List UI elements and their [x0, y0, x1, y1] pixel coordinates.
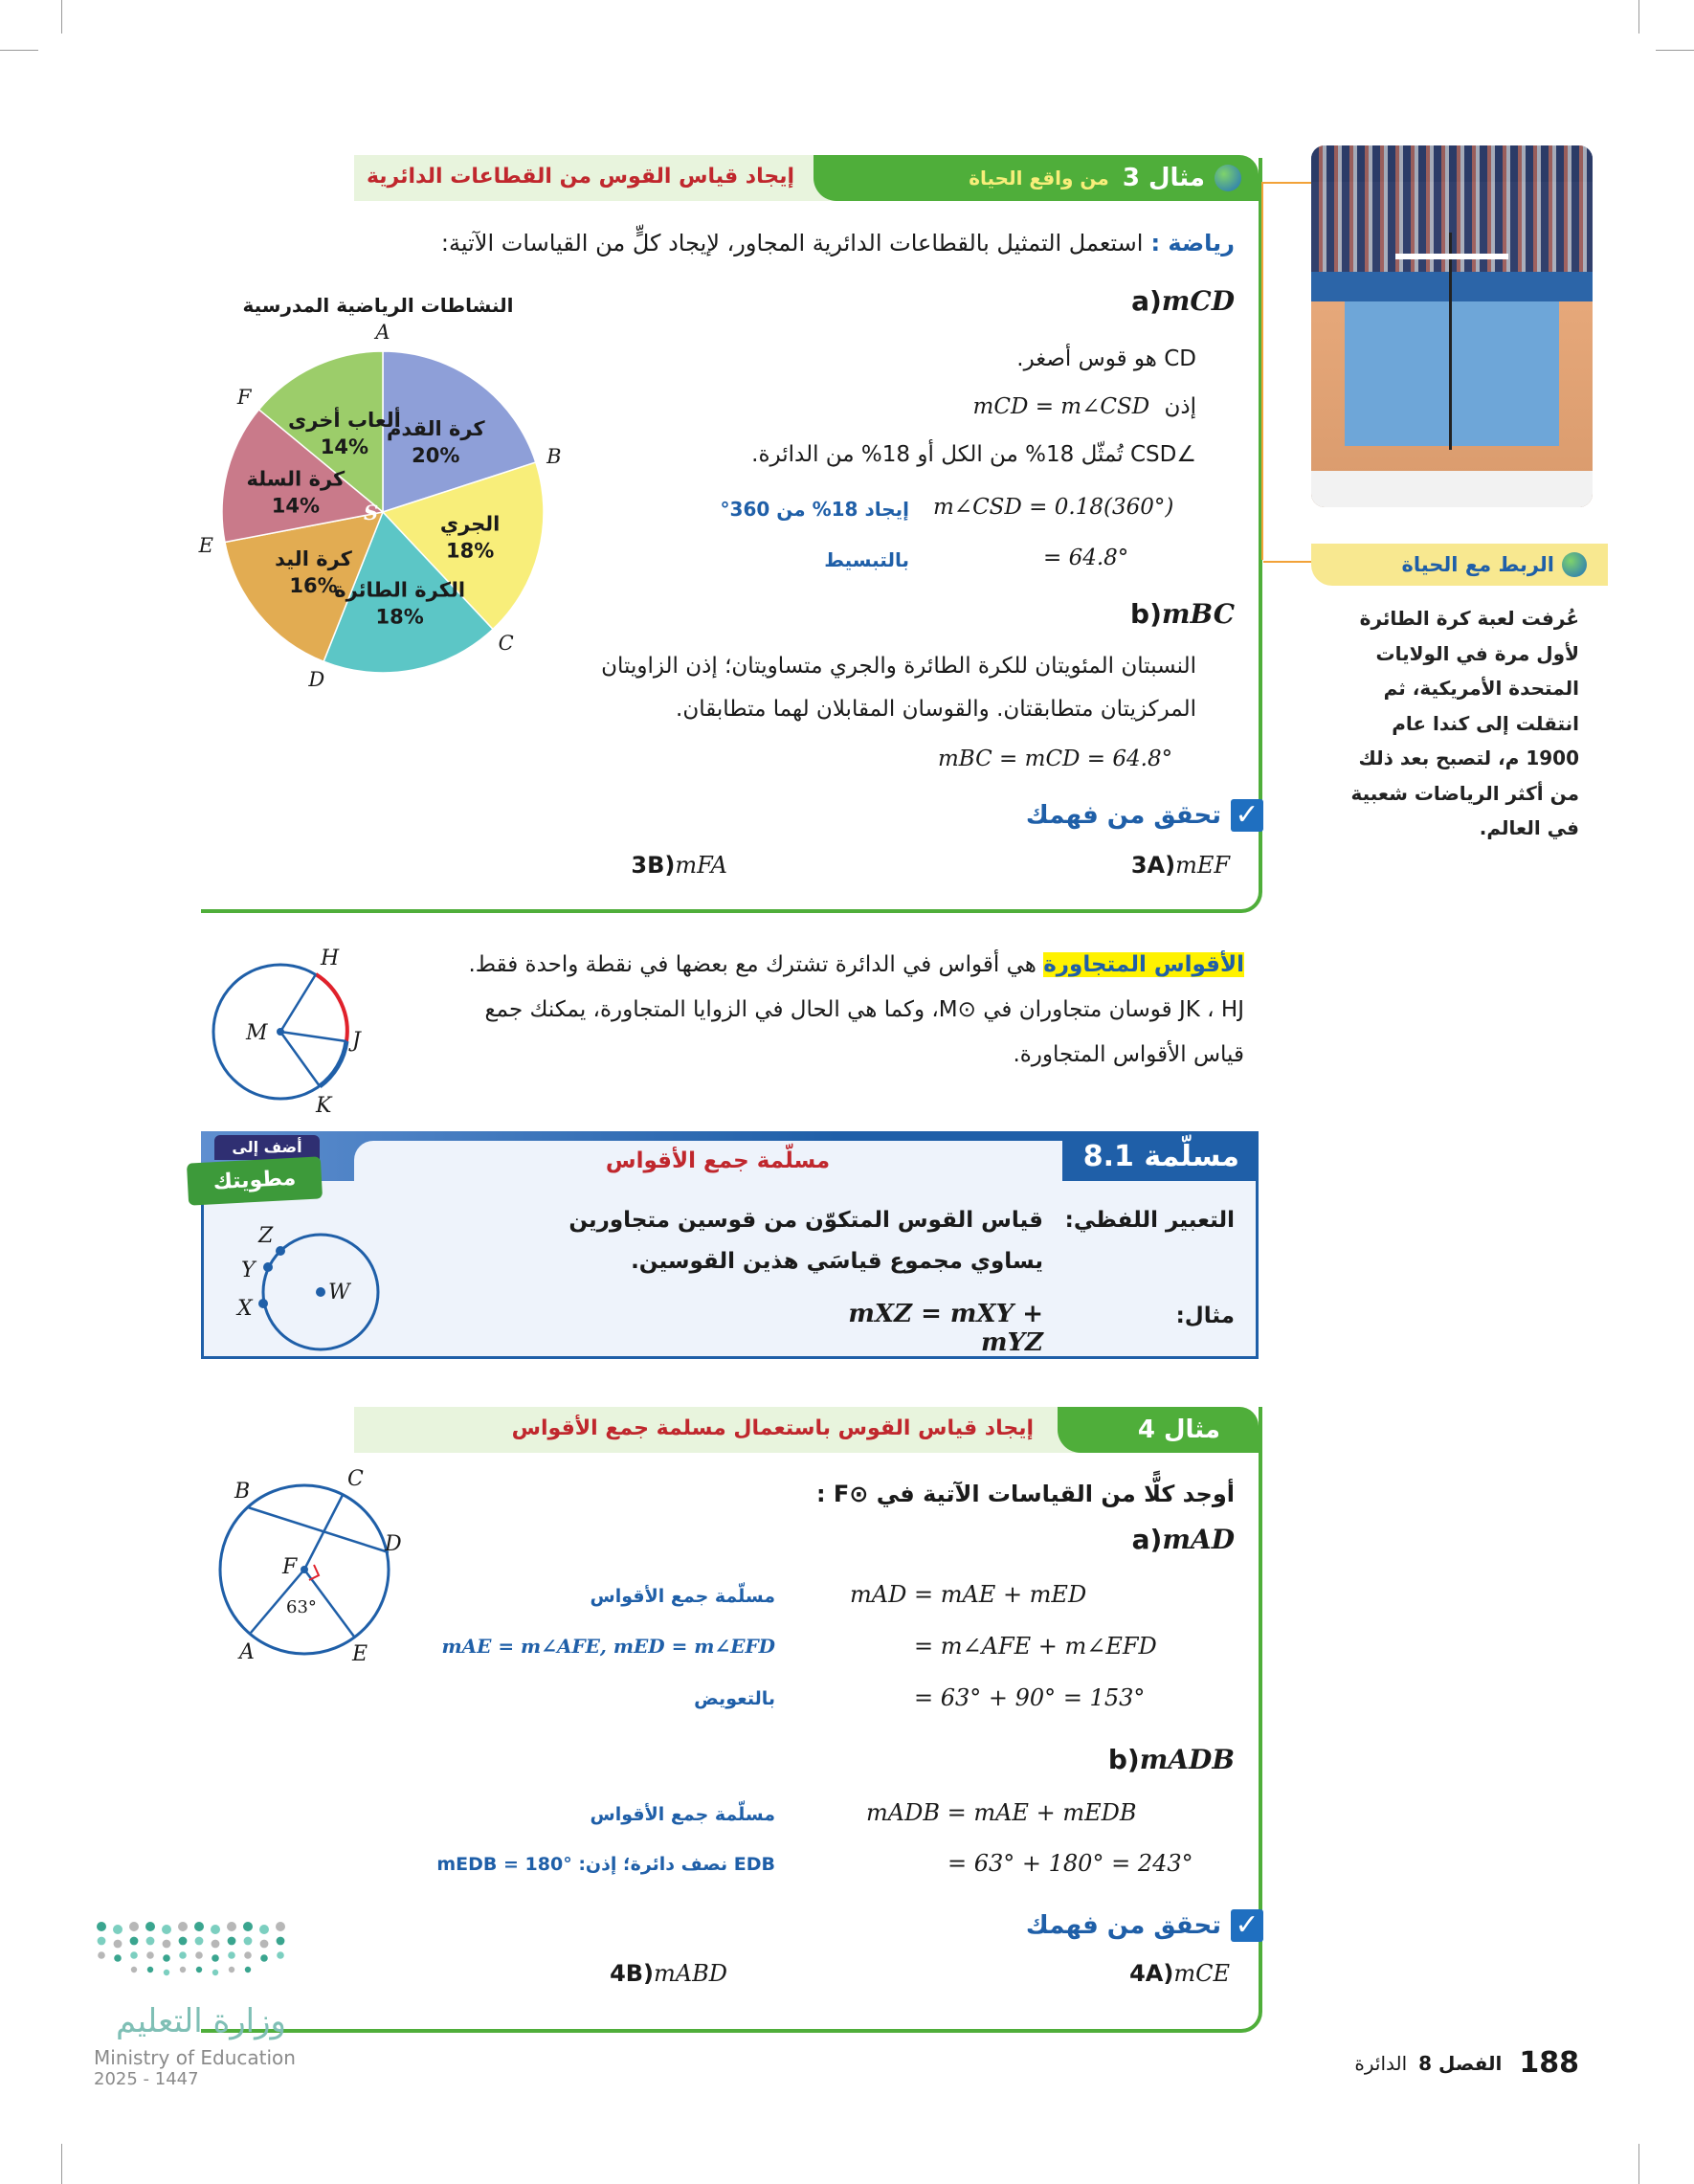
adjacent-line3: قياس الأقواس المتجاورة.: [1013, 1042, 1244, 1067]
checkmark-icon: ✓: [1231, 799, 1263, 832]
part-a-measure: mCD: [1161, 285, 1235, 317]
logo-dot: [196, 1967, 202, 1972]
postulate-diagram: [230, 1208, 402, 1351]
foldable-tab[interactable]: [188, 1135, 331, 1206]
check4-q4b[interactable]: [517, 1960, 727, 1987]
sidebar-line: من أكثر الرياضات شعبية: [1350, 781, 1579, 805]
crop-mark: [61, 0, 62, 33]
logo-dot: [259, 1925, 269, 1934]
chart-title: النشاطات الرياضية المدرسية: [242, 294, 514, 317]
logo-dot: [228, 1951, 235, 1959]
label-k: K: [316, 1094, 332, 1118]
ex4-part-a-measure: mAD: [1162, 1524, 1235, 1555]
globe-icon: [1215, 165, 1241, 191]
logo-dot: [180, 1967, 186, 1972]
point-z: [276, 1246, 285, 1256]
label-h: H: [321, 947, 340, 970]
label-m: M: [246, 1021, 268, 1045]
globe-icon: [1562, 552, 1587, 577]
label-angle: 63°: [286, 1597, 317, 1617]
ex4-a-r1-math: mAD = mAE + mED: [850, 1581, 1087, 1608]
logo-dot: [229, 1967, 234, 1972]
example-label: مثال:: [1175, 1304, 1235, 1328]
foldable-tab-bottom: مطويتك: [187, 1156, 323, 1205]
sidebar-line: في العالم.: [1479, 816, 1579, 839]
point-m: [277, 1028, 284, 1036]
checkmark-icon: ✓: [1231, 1909, 1263, 1942]
logo-dot: [244, 1937, 253, 1946]
logo-dot: [164, 1970, 169, 1975]
adjacent-line1-rest: هي أقواس في الدائرة تشترك مع بعضها في نقطة واحدة فقط.: [468, 952, 1036, 977]
radius-mh: [280, 974, 316, 1032]
ex4-b-r2-math: = 63° + 180° = 243°: [947, 1850, 1193, 1877]
line2-math: mCD = m∠CSD: [972, 394, 1150, 419]
example4-heading: إيجاد قياس القوس باستعمال مسلمة جمع الأقواس: [511, 1416, 1034, 1440]
ex4-b-r2-note: EDB نصف دائرة؛ إذن: mEDB = 180°: [436, 1854, 775, 1875]
point-f: [301, 1566, 308, 1573]
logo-dot: [131, 1967, 137, 1972]
logo-dot: [129, 1922, 139, 1931]
logo-dot: [98, 1951, 105, 1959]
logo-dot: [228, 1937, 236, 1946]
pie-category-label: كرة القدم: [386, 416, 485, 440]
pie-value-label: 14%: [320, 435, 369, 458]
pie-point-label: B: [546, 444, 562, 468]
q3b-math: mFA: [675, 852, 727, 879]
part-b-heading: [1005, 598, 1235, 630]
label-c: C: [347, 1467, 364, 1491]
page-footer: [1225, 2046, 1579, 2080]
example4-title: مثال 4: [1137, 1415, 1220, 1444]
part-a-line3: ∠CSD تُمثّل 18% من الكل أو 18% من الدائرة.: [751, 442, 1196, 467]
logo-dot: [277, 1937, 285, 1946]
check3-title-row: [957, 799, 1263, 832]
chapter: الفصل 8: [1418, 2051, 1503, 2075]
q4a-label: 4A): [1129, 1960, 1174, 1987]
circle-f-diagram: [206, 1455, 426, 1675]
logo-dot: [147, 1967, 153, 1972]
label-a: A: [239, 1640, 255, 1664]
sidebar-title: الربط مع الحياة: [1401, 553, 1554, 576]
logo-dot: [113, 1925, 123, 1934]
check3-title: تحقق من فهمك: [1025, 801, 1221, 830]
q4a-math: mCE: [1173, 1960, 1230, 1987]
part-a-line4-note: إيجاد 18% من 360°: [720, 498, 909, 521]
arc-hj: [316, 974, 347, 1041]
pie-category-label: كرة السلة: [246, 467, 345, 491]
pie-point-label: A: [375, 321, 390, 344]
crop-mark: [1656, 50, 1694, 51]
logo-dot: [195, 1937, 204, 1946]
sidebar-separator: [1263, 561, 1311, 563]
part-b-math: mBC = mCD = 64.8°: [938, 747, 1173, 771]
logo-dot: [195, 1951, 203, 1959]
adjacent-arcs-diagram: [196, 947, 388, 1120]
logo-dot: [114, 1954, 122, 1962]
label-x: X: [237, 1297, 253, 1321]
sidebar-line: لأول مرة في الولايات: [1375, 641, 1579, 665]
check4-q4a[interactable]: [1053, 1960, 1230, 1987]
example3-heading: إيجاد قياس القوس من القطاعات الدائرية: [366, 165, 794, 189]
logo-dot: [130, 1937, 139, 1946]
logo-dot: [245, 1967, 251, 1972]
logo-dot: [260, 1954, 268, 1962]
part-a-line4-math: m∠CSD = 0.18(360°): [933, 495, 1174, 520]
logo-dot: [277, 1951, 284, 1959]
label-f: F: [282, 1555, 298, 1579]
label-b: B: [234, 1480, 251, 1504]
logo-dot: [243, 1922, 253, 1931]
crop-mark: [61, 2144, 62, 2184]
pie-value-label: 18%: [375, 605, 424, 629]
logo-dot: [179, 1951, 187, 1959]
postulate-number: مسلّمة 8.1: [1082, 1139, 1239, 1173]
ex4-a-r3-math: = 63° + 90° = 153°: [914, 1684, 1146, 1711]
ex4-part-a-heading: [1005, 1524, 1235, 1555]
pie-point-label: F: [236, 386, 252, 410]
crop-mark: [1638, 2144, 1639, 2184]
pie-value-label: 16%: [289, 573, 338, 597]
sidebar-title-bar: [1311, 544, 1608, 586]
logo-dot: [163, 1940, 171, 1949]
logo-dot: [212, 1940, 220, 1949]
logo-dot: [146, 1951, 154, 1959]
sidebar-line: المتحدة الأمريكية، ثم: [1383, 677, 1579, 700]
example-math: mXZ = mXY + mYZ: [848, 1300, 1043, 1357]
ex4-part-b-measure: mADB: [1139, 1744, 1235, 1775]
example3-intro: [402, 230, 1235, 256]
ex4-a-r3-note: بالتعويض: [694, 1688, 775, 1709]
logo-dot: [244, 1951, 252, 1959]
label-z: Z: [258, 1224, 274, 1248]
example3-subtitle: من واقع الحياة: [969, 167, 1109, 189]
example3-badge: [814, 155, 1259, 201]
ex4-a-r2-math: = m∠AFE + m∠EFD: [914, 1633, 1157, 1660]
connector-line: [1261, 182, 1311, 184]
pie-chart: [191, 321, 574, 703]
pie-value-label: 14%: [271, 494, 321, 518]
connector-line: [1261, 182, 1263, 560]
logo-dot: [146, 1937, 155, 1946]
logo-dot: [260, 1940, 269, 1949]
point-y: [263, 1262, 273, 1272]
logo-dot: [227, 1922, 236, 1931]
q4b-label: 4B): [610, 1960, 655, 1987]
check3-q3b[interactable]: [536, 852, 727, 879]
example3-title: مثال 3: [1122, 164, 1205, 192]
ministry-en: Ministry of Education: [94, 2046, 296, 2069]
ex4-a-r1-note: مسلّمة جمع الأقواس: [590, 1586, 775, 1607]
logo-dot: [130, 1951, 138, 1959]
arc-jk: [320, 1041, 346, 1086]
logo-dot: [211, 1925, 220, 1934]
label-d: D: [385, 1532, 402, 1556]
logo-dot: [145, 1922, 155, 1931]
adjacent-line2: JK ، HJ قوسان متجاوران في ⊙M، وكما هي الحال في الزوايا المتجاورة، يمكنك جمع: [484, 997, 1244, 1022]
ministry-year: 2025 - 1447: [94, 2069, 199, 2089]
part-a-line5-note: بالتبسيط: [824, 548, 909, 571]
part-a-label: a): [1131, 285, 1162, 317]
crop-mark: [0, 50, 38, 51]
example4-intro: أوجد كلًّا من القياسات الآتية في ⊙F :: [815, 1481, 1235, 1507]
part-b-text1: النسبتان المئويتان للكرة الطائرة والجري متساويتان؛ إذن الزاويتان: [601, 654, 1196, 679]
ministry-ar: وزارة التعليم: [116, 2002, 286, 2040]
logo-dot: [162, 1925, 171, 1934]
ex4-b-r1-note: مسلّمة جمع الأقواس: [590, 1804, 775, 1825]
verbal-label: التعبير اللفظي:: [1064, 1208, 1235, 1233]
sidebar-text: [1311, 601, 1579, 846]
volleyball-photo: [1311, 145, 1593, 507]
intro-text: استعمل التمثيل بالقطاعات الدائرية المجاور، لإيجاد كلٍّ من القياسات الآتية:: [440, 230, 1144, 256]
page-number: 188: [1519, 2046, 1579, 2080]
radius-fc: [304, 1495, 343, 1570]
ex4-b-r1-math: mADB = mAE + mEDB: [866, 1799, 1137, 1826]
pie-point-label: D: [308, 667, 325, 691]
pie-category-label: كرة اليد: [275, 546, 352, 570]
q3b-label: 3B): [631, 852, 676, 879]
verbal-line2: يساوي مجموع قياسَي هذين القوسين.: [631, 1249, 1043, 1274]
sidebar-line: انتقلت إلى كندا عام: [1392, 711, 1579, 735]
part-a-heading: [1005, 285, 1235, 317]
pie-category-label: ألعاب أخرى: [287, 408, 401, 432]
label-j: J: [352, 1029, 361, 1053]
ex4-part-b-label: b): [1107, 1744, 1140, 1775]
logo-dot: [212, 1954, 219, 1962]
part-a-line5-math: = 64.8°: [1043, 546, 1129, 570]
part-b-measure: mBC: [1161, 598, 1235, 630]
intro-label: رياضة :: [1150, 230, 1235, 256]
foldable-tab-top: أضف إلى: [214, 1135, 320, 1160]
adjacent-line1: [412, 952, 1244, 977]
ministry-logo-dots: [94, 1919, 300, 1981]
pie-value-label: 20%: [412, 443, 460, 467]
ex4-a-r2-note: mAE = m∠AFE, mED = m∠EFD: [441, 1635, 775, 1658]
part-a-line1: CD هو قوس أصغر.: [1016, 346, 1196, 371]
ex4-part-a-label: a): [1131, 1524, 1163, 1555]
logo-dot: [276, 1922, 285, 1931]
check3-q3a[interactable]: [1053, 852, 1230, 879]
q3a-math: mEF: [1175, 852, 1230, 879]
pie-center-label: S: [364, 501, 379, 524]
logo-dot: [98, 1937, 106, 1946]
radius-mj: [280, 1032, 346, 1041]
label-y: Y: [241, 1259, 256, 1282]
point-w: [316, 1287, 325, 1297]
logo-dot: [179, 1937, 188, 1946]
chapter-name: الدائرة: [1354, 2051, 1408, 2075]
pie-category-label: الكرة الطائرة: [334, 578, 466, 602]
example4-badge: [1058, 1407, 1259, 1453]
logo-dot: [114, 1940, 123, 1949]
logo-dot: [212, 1970, 218, 1975]
crop-mark: [1638, 0, 1639, 33]
sidebar-line: 1900 م، لتصبح بعد ذلك: [1358, 747, 1579, 769]
logo-dot: [97, 1922, 106, 1931]
logo-dot: [163, 1954, 170, 1962]
verbal-line1: قياس القوس المتكوّن من قوسين متجاورين: [568, 1208, 1043, 1233]
q4b-math: mABD: [654, 1960, 727, 1987]
logo-dots: [94, 1919, 300, 1981]
logo-dot: [194, 1922, 204, 1931]
part-b-text2: المركزيتان متطابقتان. والقوسان المقابلان لهما متطابقان.: [676, 697, 1196, 722]
q3a-label: 3A): [1130, 852, 1176, 879]
adjacent-term: الأقواس المتجاورة: [1043, 952, 1244, 977]
line2-word: إذن: [1164, 394, 1196, 419]
check4-title: تحقق من فهمك: [1025, 1911, 1221, 1940]
sidebar-line: عُرفت لعبة كرة الطائرة: [1359, 607, 1579, 630]
radius-mk: [280, 1032, 320, 1086]
label-e: E: [352, 1642, 368, 1666]
check4-title-row: [957, 1909, 1263, 1942]
postulate-name: مسلّمة جمع الأقواس: [605, 1148, 831, 1173]
logo-dot: [178, 1922, 188, 1931]
pie-point-label: C: [498, 632, 514, 656]
pie-value-label: 18%: [445, 539, 495, 563]
point-x: [258, 1299, 268, 1308]
ex4-part-b-heading: [1005, 1744, 1235, 1775]
part-a-line2: [794, 394, 1196, 419]
part-b-label: b): [1130, 598, 1162, 630]
pie-point-label: E: [198, 534, 214, 558]
label-w: W: [328, 1281, 350, 1304]
pie-category-label: الجري: [439, 512, 501, 536]
